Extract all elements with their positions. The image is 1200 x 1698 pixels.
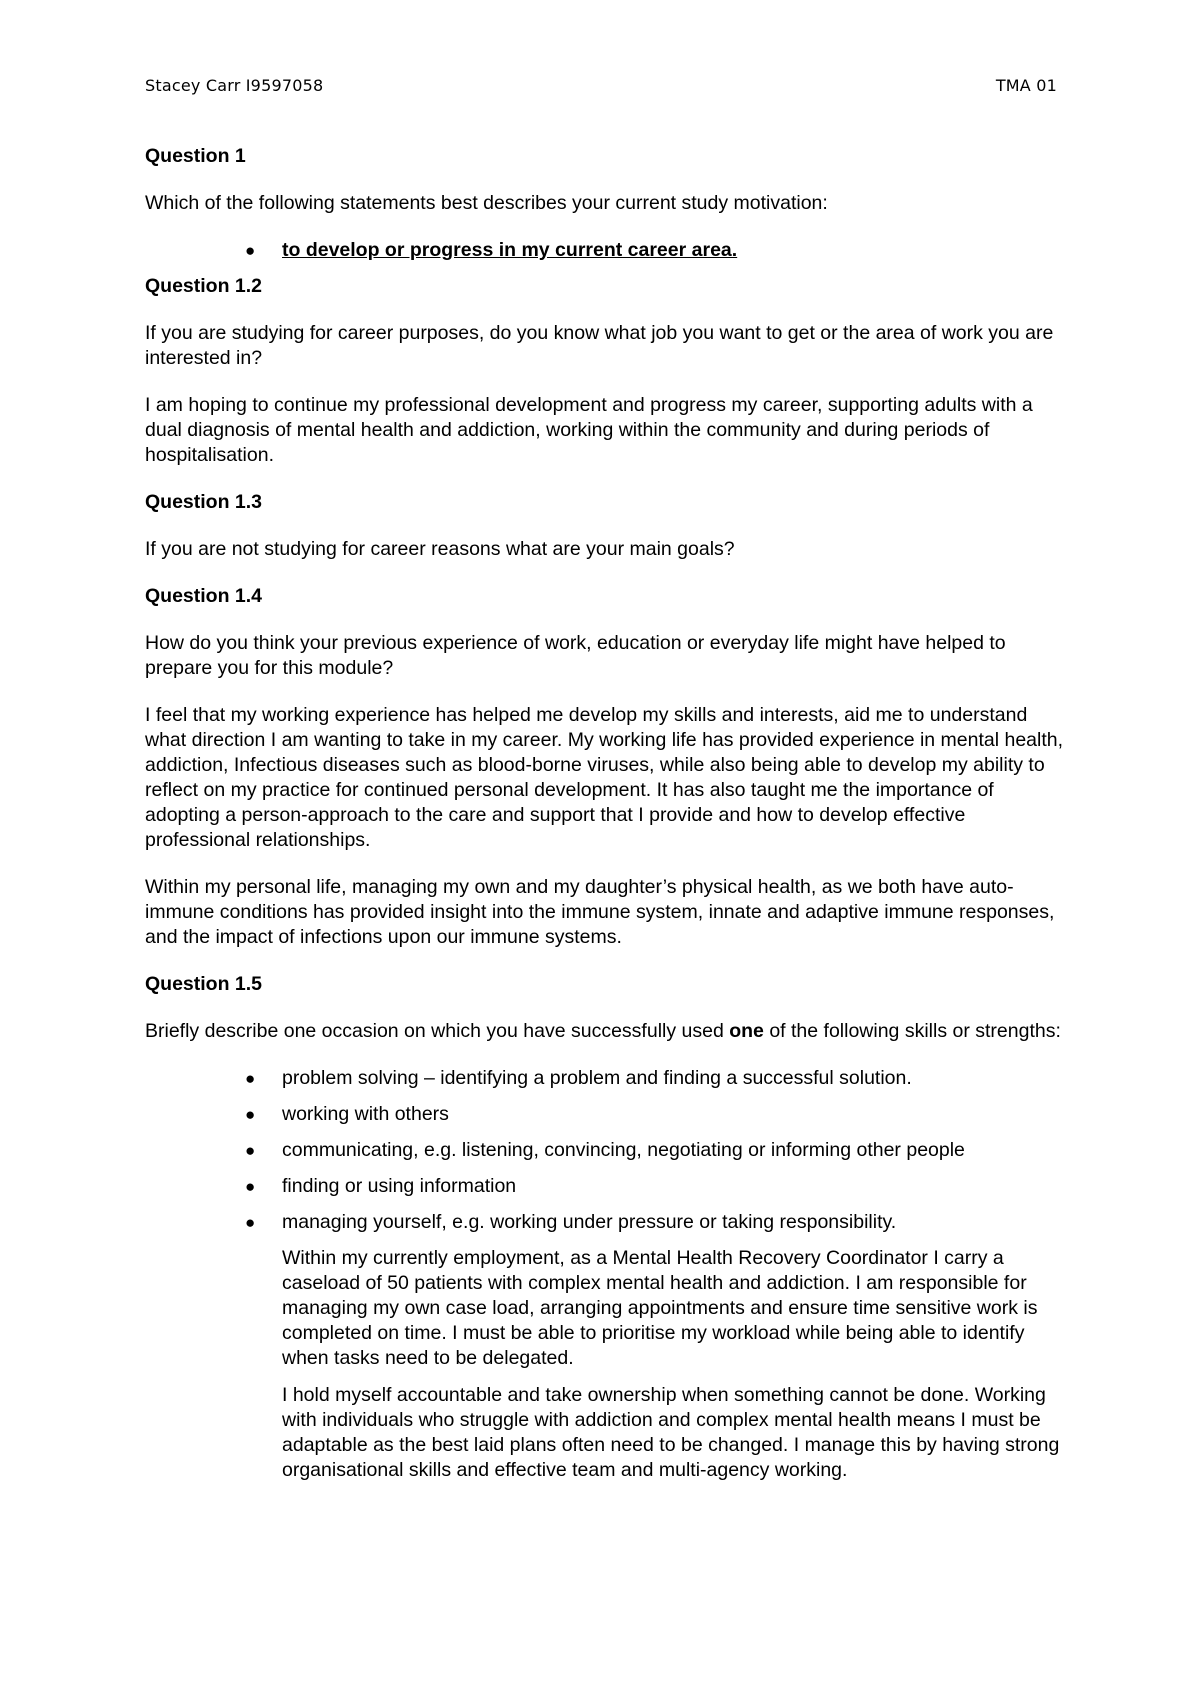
prompt-text-end: of the following skills or strengths: bbox=[763, 1020, 1061, 1042]
list-item bbox=[145, 1210, 1065, 1235]
bullet-icon: ● bbox=[245, 1213, 256, 1232]
question-1-3-prompt: If you are not studying for career reasons what are your main goals? bbox=[145, 538, 735, 560]
skill-working-with-others: working with others bbox=[282, 1103, 449, 1125]
question-1-5-answer-employment: Within my currently employment, as a Mental Health Recovery Coordinator I carry a caseload of 50 patients with complex mental health and addiction. I am responsible for managing my own case load, arranging appointments and ensure time sensitive work is completed on time. I must be able to prioritise my workload while being able to identify when tasks need to be delegated. bbox=[282, 1247, 1038, 1369]
header-assignment: TMA 01 bbox=[995, 76, 1057, 95]
question-1-heading: Question 1 bbox=[145, 145, 246, 167]
question-1-3-heading: Question 1.3 bbox=[145, 491, 263, 513]
question-1-2-heading: Question 1.2 bbox=[145, 275, 263, 297]
question-1-answer: to develop or progress in my current career area. bbox=[282, 239, 738, 261]
question-1-2-prompt: If you are studying for career purposes, do you know what job you want to get or the area of work you are interested in? bbox=[145, 322, 1054, 369]
skill-finding-information: finding or using information bbox=[282, 1175, 517, 1197]
skill-problem-solving: problem solving – identifying a problem and finding a successful solution. bbox=[282, 1067, 912, 1089]
question-1-4-answer-personal: Within my personal life, managing my own and my daughter’s physical health, as we both have auto-immune conditions has provided insight into the immune system, innate and adaptive immune responses, and the impact of infections upon our immune systems. bbox=[145, 876, 1055, 948]
list-item bbox=[145, 1102, 1065, 1127]
bullet-icon: ● bbox=[245, 241, 256, 260]
bullet-icon: ● bbox=[245, 1105, 256, 1124]
question-1-4-heading: Question 1.4 bbox=[145, 585, 263, 607]
question-1-5-heading: Question 1.5 bbox=[145, 973, 263, 995]
document-body bbox=[145, 144, 1065, 1495]
prompt-emphasis: one bbox=[729, 1020, 764, 1042]
list-item bbox=[145, 1138, 1065, 1163]
question-1-answer-list bbox=[145, 238, 1065, 263]
question-1-5-answer bbox=[145, 1246, 1065, 1483]
question-1-4-answer-work: I feel that my working experience has helped me develop my skills and interests, aid me to understand what direction I am wanting to take in my career. My working life has provided experience in mental health, addiction, Infectious diseases such as blood-borne viruses, while also being able to develop my ability to reflect on my practice for continued personal development. It has also taught me the importance of adopting a person-approach to the care and support that I provide and how to develop effective professional relationships. bbox=[145, 704, 1064, 851]
header-author-id: Stacey Carr I9597058 bbox=[145, 76, 324, 95]
list-item bbox=[145, 238, 1065, 263]
skills-list bbox=[145, 1066, 1065, 1235]
question-1-2-answer: I am hoping to continue my professional development and progress my career, supporting adults with a dual diagnosis of mental health and addiction, working within the community and during periods of hospitalisation. bbox=[145, 394, 1033, 466]
question-1-4-prompt: How do you think your previous experience of work, education or everyday life might have helped to prepare you for this module? bbox=[145, 632, 1006, 679]
bullet-icon: ● bbox=[245, 1177, 256, 1196]
bullet-icon: ● bbox=[245, 1141, 256, 1160]
skill-communicating: communicating, e.g. listening, convincing, negotiating or informing other people bbox=[282, 1139, 965, 1161]
page-header bbox=[145, 76, 1057, 100]
bullet-icon: ● bbox=[245, 1069, 256, 1088]
question-1-prompt: Which of the following statements best describes your current study motivation: bbox=[145, 192, 828, 214]
skill-managing-yourself: managing yourself, e.g. working under pressure or taking responsibility. bbox=[282, 1211, 897, 1233]
prompt-text-start: Briefly describe one occasion on which you have successfully used bbox=[145, 1020, 730, 1042]
question-1-5-answer-accountability: I hold myself accountable and take ownership when something cannot be done. Working with individuals who struggle with addiction and complex mental health means I must be adaptable as the best laid plans often need to be changed. I manage this by having strong organisational skills and effective team and multi-agency working. bbox=[282, 1384, 1060, 1481]
list-item bbox=[145, 1066, 1065, 1091]
question-1-5-prompt bbox=[145, 1019, 1065, 1044]
list-item bbox=[145, 1174, 1065, 1199]
